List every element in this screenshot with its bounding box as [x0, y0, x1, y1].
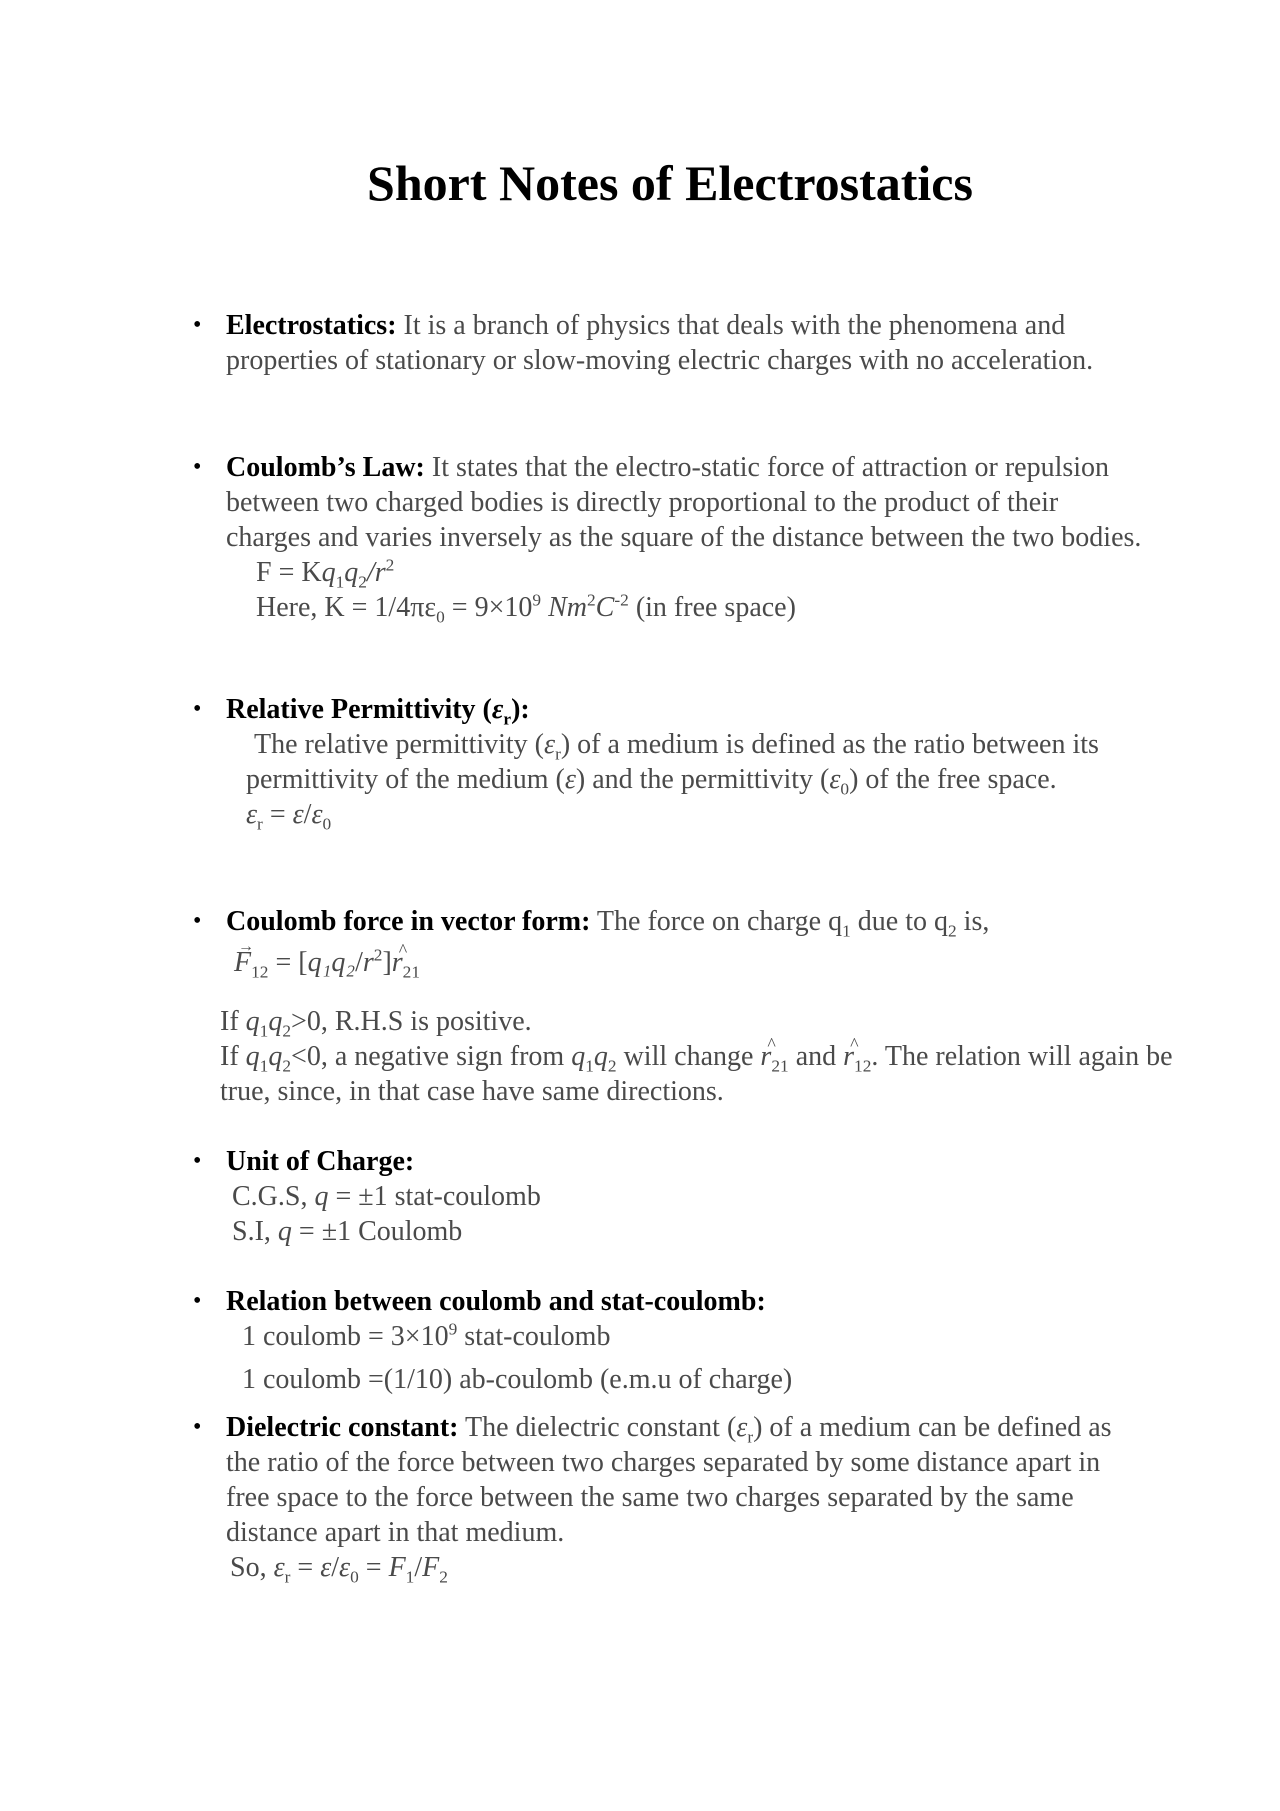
- item-coulombs-law: [193, 450, 1146, 627]
- heading-coulombs-law: Coulomb’s Law:: [226, 452, 425, 483]
- bullet: •: [193, 908, 202, 934]
- heading-electrostatics: Electrostatics:: [226, 310, 397, 341]
- bullet: •: [193, 1148, 202, 1174]
- text-negative-case: If $q_1q_2<0$, a negative sign from $q_1q_2$ will change ^ $r_{21}$ and ^ $r_{12}$. The relation will again be true, since, in that case have same directions.: [220, 1039, 1180, 1109]
- bullet: •: [193, 696, 202, 722]
- text-coulombs-law: It states that the electro-static force of attraction or repulsion between two charged bodies is directly proportional to the product of their charges and varies inversely as the square of the distance between the two bodies.: [226, 452, 1142, 553]
- heading-relative-permittivity: Relative Permittivity $(\varepsilon_r)$:: [226, 694, 530, 729]
- text-relation-line1: 1 coulomb = $3\times 10^9$ stat-coulomb: [242, 1319, 611, 1352]
- bullet: •: [193, 312, 202, 338]
- heading-vector-form: Coulomb force in vector form:: [226, 906, 591, 937]
- text-relation-line2: 1 coulomb =(1/10) ab-coulomb (e.m.u of charge): [242, 1364, 793, 1395]
- bullet: •: [193, 1288, 202, 1314]
- item-electrostatics: [193, 308, 1146, 378]
- text-relative-permittivity: The relative permittivity $(\varepsilon_r)$ of a medium is defined as the ratio between its permittivity of the medium (ε) and the permittivity $(\varepsilon_0)$ of the free space.: [246, 729, 1099, 799]
- formula-coulomb: $F = Kq_1q_2/r^2$: [256, 555, 395, 592]
- page-title: Short Notes of Electrostatics: [367, 155, 973, 211]
- text-unit-si: S.I, q = ±1 Coulomb: [232, 1216, 463, 1247]
- text-dielectric-constant: The dielectric constant $(\varepsilon_r)$ of a medium can be defined as the ratio of the force between two charges separated by some distance apart in free space to the force between the same two charges separated by the same distance apart in that medium.: [226, 1412, 1112, 1548]
- heading-relation: Relation between coulomb and stat-coulomb:: [226, 1286, 766, 1317]
- bullet: •: [193, 1414, 202, 1440]
- formula-relative-permittivity: $\varepsilon_r = \varepsilon/\varepsilon_0$: [246, 799, 332, 834]
- item-relation: [193, 1284, 1146, 1397]
- text-vector-form: The force on charge $q_1$ due to $q_2$ is,: [590, 906, 990, 941]
- item-unit-of-charge: [193, 1144, 1146, 1249]
- formula-k-constant: Here, $K = 1/4\pi\varepsilon_0 = 9\times 10^9$ $Nm^2C^{-2}$ (in free space): [256, 590, 796, 627]
- formula-dielectric: So, $\varepsilon_r = \varepsilon/\varepsilon_0 = F_1/F_2$: [230, 1552, 448, 1587]
- heading-dielectric-constant: Dielectric constant:: [226, 1412, 459, 1443]
- heading-unit-of-charge: Unit of Charge:: [226, 1146, 415, 1177]
- bullet: •: [193, 454, 202, 480]
- text-electrostatics: It is a branch of physics that deals with the phenomena and properties of stationary or slow-moving electric charges with no acceleration.: [226, 310, 1094, 376]
- text-positive-case: If $q_1q_2>0$, R.H.S is positive.: [220, 1006, 532, 1041]
- item-dielectric-constant: [193, 1410, 1146, 1550]
- item-relative-permittivity: [193, 692, 1146, 834]
- item-vector-form: [193, 904, 1146, 982]
- formula-vector-form: → $F_{12}$ = $[q_1q_2/r^2]\^{}$ $r_{21}$: [226, 945, 1146, 980]
- text-unit-cgs: C.G.S, q = ±1 stat-coulomb: [232, 1181, 541, 1212]
- paragraph-sign-condition: [220, 1004, 1180, 1109]
